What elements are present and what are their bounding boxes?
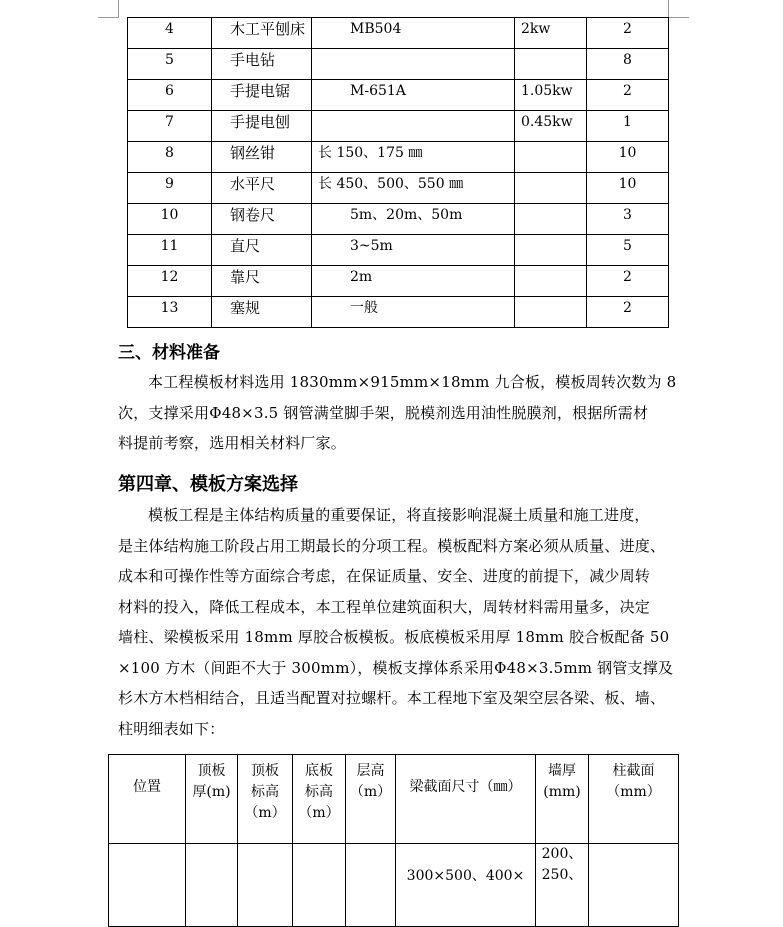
paragraph-line: ×100 方木（间距不大于 300mm），模板支撑体系采用Φ48×3.5mm 钢管支撑及 xyxy=(118,658,674,677)
equipment-spec-cell xyxy=(312,80,515,111)
equipment-power-cell xyxy=(515,266,587,297)
equipment-name-cell xyxy=(212,18,312,49)
equipment-qty: 1 xyxy=(623,114,632,130)
row-number: 12 xyxy=(160,269,179,285)
row-number: 7 xyxy=(165,114,174,130)
equipment-qty-cell xyxy=(587,111,669,142)
row-number: 5 xyxy=(165,52,174,68)
chapter-heading: 第四章、模板方案选择 xyxy=(118,474,298,495)
equipment-spec-cell xyxy=(312,111,515,142)
wall-thickness-value: 200、 xyxy=(541,846,583,862)
row-number-cell xyxy=(128,49,212,80)
equipment-qty-cell xyxy=(587,18,669,49)
equipment-name: 塞规 xyxy=(230,299,261,317)
equipment-spec-cell xyxy=(312,49,515,80)
cell-floor-height xyxy=(346,844,396,927)
materials-paragraph xyxy=(118,367,677,459)
row-number-cell xyxy=(128,142,212,173)
row-number: 4 xyxy=(165,21,174,37)
equipment-qty-cell xyxy=(587,204,669,235)
header-text: （m） xyxy=(349,784,392,800)
section-heading-materials: 三、材料准备 xyxy=(118,343,220,363)
header-cell xyxy=(109,755,186,844)
wall-thickness-value: 250、 xyxy=(541,867,583,883)
row-number-cell xyxy=(128,297,212,328)
equipment-name-cell xyxy=(212,49,312,80)
equipment-name-cell xyxy=(212,142,312,173)
equipment-power-cell xyxy=(515,49,587,80)
header-cell xyxy=(589,755,679,844)
equipment-name: 直尺 xyxy=(230,237,261,255)
paragraph-line: 杉木方木档相结合，且适当配置对拉螺杆。本工程地下室及架空层各梁、板、墙、 xyxy=(118,689,666,707)
header-text: 标高 xyxy=(305,784,333,800)
paragraph-line: 成本和可操作性等方面综合考虑，在保证质量、安全、进度的前提下，减少周转 xyxy=(118,567,651,585)
equipment-qty-cell xyxy=(587,266,669,297)
equipment-qty: 5 xyxy=(623,238,632,254)
detail-table xyxy=(108,754,679,927)
equipment-spec: MB504 xyxy=(350,21,402,37)
equipment-qty-cell xyxy=(587,173,669,204)
row-number: 13 xyxy=(160,300,179,316)
equipment-name-cell xyxy=(212,204,312,235)
row-number-cell xyxy=(128,80,212,111)
equipment-power: 1.05kw xyxy=(521,83,573,99)
equipment-table xyxy=(127,17,669,328)
equipment-spec-cell xyxy=(312,297,515,328)
equipment-qty-cell xyxy=(587,49,669,80)
equipment-qty: 2 xyxy=(623,269,632,285)
equipment-power-cell xyxy=(515,235,587,266)
equipment-spec-cell xyxy=(312,266,515,297)
equipment-spec: M-651A xyxy=(350,83,406,99)
header-cell xyxy=(396,755,536,844)
header-cell xyxy=(186,755,238,844)
equipment-row xyxy=(128,235,669,266)
equipment-name: 木工平刨床 xyxy=(230,20,306,38)
cell-bottom-elevation xyxy=(293,844,346,927)
equipment-power-cell xyxy=(515,111,587,142)
equipment-name-cell xyxy=(212,266,312,297)
equipment-name-cell xyxy=(212,297,312,328)
equipment-name: 钢卷尺 xyxy=(230,206,276,224)
equipment-name: 靠尺 xyxy=(230,268,261,286)
crop-mark-left-h xyxy=(98,17,118,18)
equipment-name: 手提电锯 xyxy=(230,82,291,100)
equipment-spec: 2m xyxy=(350,269,373,285)
cell-top-elevation xyxy=(238,844,293,927)
paragraph-line: 材料的投入，降低工程成本，本工程单位建筑面积大，周转材料需用量多，决定 xyxy=(118,597,651,616)
row-number-cell xyxy=(128,18,212,49)
equipment-power-cell xyxy=(515,80,587,111)
header-text: 顶板 xyxy=(197,763,226,779)
row-number: 6 xyxy=(165,83,174,99)
header-text: （m） xyxy=(244,805,286,821)
equipment-row xyxy=(128,266,669,297)
equipment-spec: 5m、20m、50m xyxy=(350,207,463,223)
cell-column-section xyxy=(589,844,679,927)
header-text: 层高 xyxy=(356,763,385,779)
equipment-qty: 3 xyxy=(623,207,632,223)
beam-section-value: 300×500、400× xyxy=(406,868,525,884)
chapter-paragraph xyxy=(118,500,674,744)
header-cell xyxy=(238,755,293,844)
equipment-qty: 2 xyxy=(623,21,632,37)
paragraph-line: 模板工程是主体结构质量的重要保证，将直接影响混凝土质量和施工进度， xyxy=(148,506,650,524)
equipment-name-cell xyxy=(212,111,312,142)
equipment-spec-cell xyxy=(312,142,515,173)
header-text: （mm） xyxy=(606,784,661,800)
equipment-row xyxy=(128,297,669,328)
equipment-power-cell xyxy=(515,142,587,173)
paragraph-line: 是主体结构施工阶段占用工期最长的分项工程。模板配料方案必须从质量、进度、 xyxy=(118,536,666,555)
paragraph-line: 本工程模板材料选用 1830mm×915mm×18mm 九合板，模板周转次数为 8 xyxy=(148,373,677,391)
header-cell xyxy=(293,755,346,844)
header-text: 顶板 xyxy=(251,763,279,779)
equipment-name: 手提电刨 xyxy=(230,113,291,131)
header-text: 标高 xyxy=(251,784,279,800)
cell-wall-thickness xyxy=(536,844,589,927)
header-text: 位置 xyxy=(133,779,161,795)
equipment-qty: 2 xyxy=(623,83,632,99)
equipment-row xyxy=(128,111,669,142)
paragraph-line: 次，支撑采用Φ48×3.5 钢管满堂脚手架，脱模剂选用油性脱膜剂，根据所需材 xyxy=(118,403,649,422)
paragraph-line: 柱明细表如下： xyxy=(118,719,225,738)
equipment-qty: 8 xyxy=(623,52,632,68)
equipment-name: 钢丝钳 xyxy=(230,144,276,162)
equipment-qty-cell xyxy=(587,142,669,173)
header-cell xyxy=(346,755,396,844)
row-number: 11 xyxy=(160,238,179,254)
equipment-qty-cell xyxy=(587,80,669,111)
equipment-name-cell xyxy=(212,235,312,266)
equipment-spec: 长 450、500、550 ㎜ xyxy=(318,176,464,192)
equipment-spec-cell xyxy=(312,18,515,49)
cell-position xyxy=(109,844,186,927)
equipment-row xyxy=(128,18,669,49)
paragraph-line: 料提前考察，选用相关材料厂家。 xyxy=(118,434,347,452)
equipment-spec-cell xyxy=(312,204,515,235)
equipment-power-cell xyxy=(515,204,587,235)
equipment-qty-cell xyxy=(587,297,669,328)
crop-mark-right-h xyxy=(669,17,689,18)
equipment-name: 手电钻 xyxy=(230,51,276,69)
header-text: （m） xyxy=(298,805,340,821)
equipment-name: 水平尺 xyxy=(230,175,276,193)
header-text: (mm) xyxy=(543,784,581,800)
equipment-spec: 3~5m xyxy=(350,238,393,254)
equipment-power: 0.45kw xyxy=(521,114,573,130)
equipment-row xyxy=(128,49,669,80)
row-number: 8 xyxy=(165,145,174,161)
row-number-cell xyxy=(128,111,212,142)
paragraph-line: 墙柱、梁模板采用 18mm 厚胶合板模板。板底模板采用厚 18mm 胶合板配备 50 xyxy=(118,628,670,646)
equipment-spec-cell xyxy=(312,235,515,266)
row-number-cell xyxy=(128,173,212,204)
equipment-row xyxy=(128,142,669,173)
header-cell xyxy=(536,755,589,844)
equipment-power-cell xyxy=(515,173,587,204)
equipment-name-cell xyxy=(212,80,312,111)
equipment-name-cell xyxy=(212,173,312,204)
equipment-power-cell xyxy=(515,297,587,328)
cell-beam-section xyxy=(396,844,536,927)
header-text: 墙厚 xyxy=(548,763,576,779)
crop-mark-left xyxy=(118,0,119,18)
row-number: 10 xyxy=(160,207,179,223)
equipment-power: 2kw xyxy=(521,21,551,37)
header-text: 梁截面尺寸（㎜） xyxy=(409,779,522,795)
header-text: 底板 xyxy=(305,763,333,779)
cell-top-thickness xyxy=(186,844,238,927)
equipment-row xyxy=(128,80,669,111)
row-number-cell xyxy=(128,204,212,235)
header-text: 柱截面 xyxy=(612,763,655,779)
equipment-spec-cell xyxy=(312,173,515,204)
row-number-cell xyxy=(128,266,212,297)
equipment-row xyxy=(128,173,669,204)
row-number: 9 xyxy=(165,176,174,192)
header-text: 厚(m) xyxy=(192,784,231,800)
equipment-qty: 10 xyxy=(618,176,637,192)
crop-mark-right xyxy=(668,0,669,18)
equipment-spec: 长 150、175 ㎜ xyxy=(318,145,423,161)
equipment-spec: 一般 xyxy=(350,300,378,316)
equipment-power-cell xyxy=(515,18,587,49)
equipment-qty: 10 xyxy=(618,145,637,161)
equipment-row xyxy=(128,204,669,235)
row-number-cell xyxy=(128,235,212,266)
equipment-qty-cell xyxy=(587,235,669,266)
equipment-qty: 2 xyxy=(623,300,632,316)
